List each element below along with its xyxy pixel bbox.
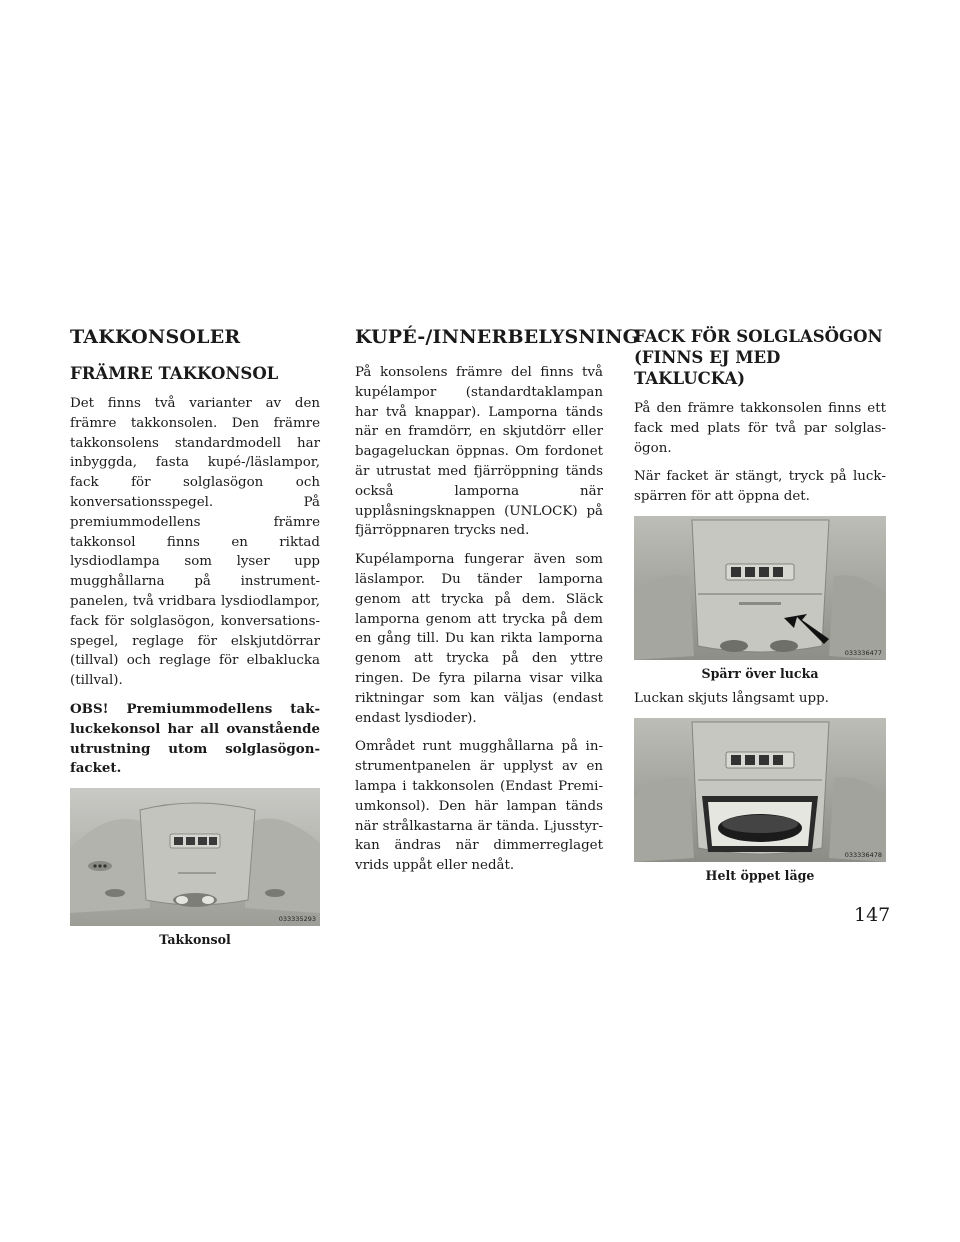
section-heading-kupe-innerbelysning: KUPÉ-/INNERBELYSNING — [355, 326, 640, 348]
figure-takkonsol — [70, 788, 320, 947]
figure-sparr-over-lucka — [634, 516, 886, 681]
paragraph-takkonsol-varianter: Det finns två varianter av den främre takkonsolen. Den främre takkonsolens standardmodell har inbyggda, fasta kupé-/läslampor, fack för solglasögon och konversationsspegel. På premiummodellens främre takkonsol finns en riktad lysdiodlampa som lyser upp mugghållarna på instrumentpanelen, två vridbara lysdiodlampor, fack för solglasögon, konversationsspegel, reglage för elskjutdörrar (tillval) och reglage för elbaklucka (tillval). — [70, 396, 320, 689]
figure-code: 033336478 — [844, 850, 882, 859]
figure-caption: Spärr över lucka — [701, 665, 819, 681]
paragraph-luckan-skjuts: Luckan skjuts långsamt upp. — [634, 690, 829, 706]
figure-caption: Takkonsol — [159, 932, 231, 948]
overhead-console-illustration — [70, 788, 320, 926]
note-premium-takluckekonsol: OBS! Premiummodellens takluckekonsol har all ovanstående utrustning utom solglasögonfacket. — [70, 700, 320, 777]
figure-helt-oppet-lage — [634, 718, 886, 883]
photo-latch — [634, 516, 886, 660]
figure-caption: Helt öppet läge — [705, 867, 815, 883]
paragraph-mugghallare-belysning: Området runt mugghållarna på instrumentpanelen är upplyst av en lampa i takkonsolen (Endast Premiumkonsol). Den här lampan tänds när strålkastarna är tända. Ljusstyrkan ändras när dimmerreglaget vrids uppåt eller nedåt. — [355, 739, 603, 874]
page-number: 147 — [854, 904, 891, 926]
photo-overhead-console — [70, 788, 320, 926]
subheading-framre-takkonsol: FRÄMRE TAKKONSOL — [70, 364, 279, 383]
latch-illustration — [634, 516, 886, 660]
figure-code: 033336477 — [844, 648, 882, 657]
paragraph-lucksparr: När facket är stängt, tryck på luckspärren för att öppna det. — [634, 469, 886, 505]
column-takkonsoler — [70, 326, 320, 955]
section-heading-fack-solglasogon: FACK FÖR SOLGLASÖGON (FINNS EJ MED TAKLUCKA) — [634, 327, 883, 388]
photo-open-compartment — [634, 718, 886, 862]
open-compartment-illustration — [634, 718, 886, 862]
paragraph-fack-plats: På den främre takkonsolen finns ett fack med plats för två par solglasögon. — [634, 401, 886, 456]
paragraph-kupelampor: På konsolens främre del finns två kupélampor (standardtaklampan har två knappar). Lamporna tänds när en framdörr, en skjutdörr eller bagageluckan öppnas. Om fordonet är utrustat med fjärröppning tänds också lamporna när upplåsningsknappen (UNLOCK) på fjärröppnaren trycks ned. — [355, 365, 603, 539]
figure-code: 033335293 — [278, 915, 316, 924]
column-fack-solglasogon — [634, 326, 886, 891]
column-kupe-innerbelysning — [355, 326, 640, 885]
section-heading-takkonsoler: TAKKONSOLER — [70, 326, 241, 348]
paragraph-laslampor: Kupélamporna fungerar även som läslampor. Du tänder lamporna genom att trycka på dem. Släck lamporna genom att trycka på dem en gång till. Du kan rikta lamporna genom att trycka på den yttre ringen. De fyra pilarna visar vilka riktningar som kan väljas (endast endast lysdioder). — [355, 552, 603, 726]
